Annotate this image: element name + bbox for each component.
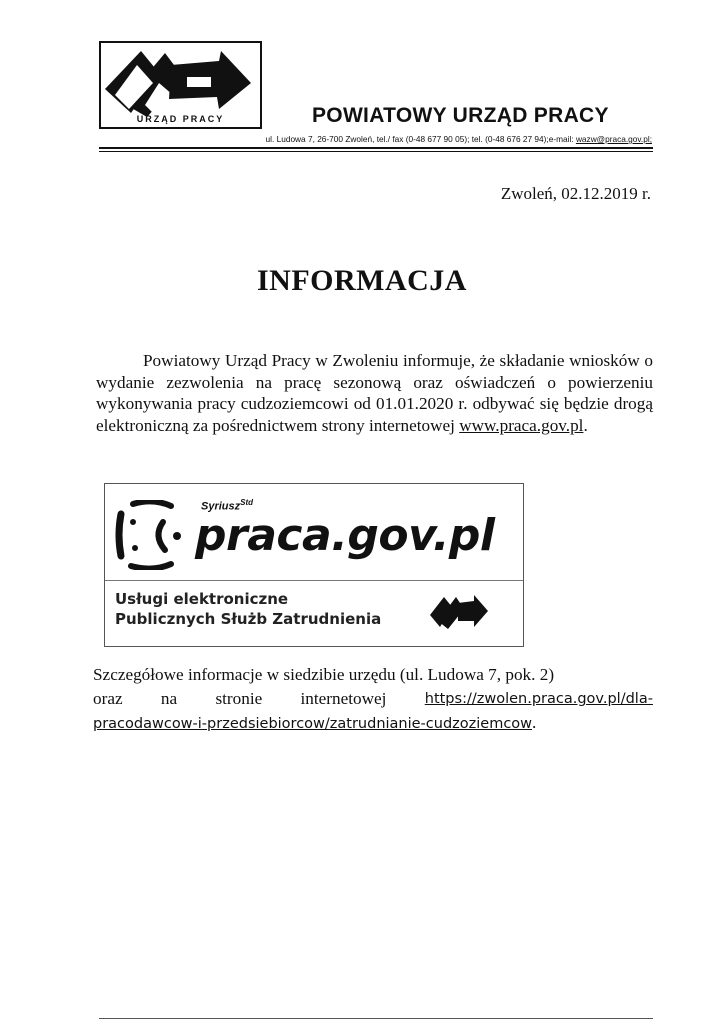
document-date: Zwoleń, 02.12.2019 r. [500, 184, 651, 203]
header-rule-thin [99, 151, 653, 152]
info-word: oraz [93, 689, 123, 708]
body-text-end: . [583, 415, 588, 435]
body-paragraph [96, 350, 653, 436]
service-line-2: Publicznych Służb Zatrudnienia [115, 610, 382, 628]
praca-banner[interactable] [104, 483, 524, 647]
info-word: na [160, 689, 178, 708]
info-line-3 [93, 711, 653, 736]
org-name: POWIATOWY URZĄD PRACY [312, 104, 609, 127]
info-paragraph [93, 663, 653, 736]
info-end: . [532, 713, 537, 732]
info-line-1: Szczegółowe informacje w siedzibie urzędu (ul. Ludowa 7, pok. 2) [93, 665, 555, 684]
info-word: stronie [215, 689, 263, 708]
header-rule [99, 147, 653, 149]
banner-domain: praca.gov.pl [195, 510, 495, 561]
zwolen-url-link[interactable]: https://zwolen.praca.gov.pl/dla- [424, 691, 653, 707]
syriusz-text: Syriusz [201, 500, 241, 513]
email-link[interactable]: wazw@praca.gov.pl; [575, 134, 652, 144]
syriusz-sup: Std [240, 498, 254, 507]
zwolen-url-link-cont[interactable]: pracodawcow-i-przedsiebiorcow/zatrudnianie-cudzoziemcow [93, 716, 533, 732]
banner-divider [105, 580, 523, 581]
info-word: internetowej [300, 689, 387, 708]
org-address [190, 134, 652, 144]
office-logo [99, 41, 262, 129]
document-title: INFORMACJA [257, 264, 467, 297]
body-text: Powiatowy Urząd Pracy w Zwoleniu informuje, że składanie wniosków o wydanie zezwolenia na pracę sezonową oraz oświadczeń o powierzeniu wykonywania pracy cudzoziemcowi od 01.01.2020 r. odbywać się będzie drogą elektroniczną za pośrednictwem strony internetowej [96, 351, 653, 435]
footer-line [99, 1018, 653, 1019]
logo-caption: URZĄD PRACY [136, 114, 225, 124]
office-mini-logo-icon [428, 593, 490, 631]
service-line-1: Usługi elektroniczne [115, 590, 289, 608]
address-text: ul. Ludowa 7, 26-700 Zwoleń, tel./ fax (0-48 677 90 05); tel. (0-48 676 27 94);e-mail: [265, 134, 576, 144]
praca-link[interactable]: www.praca.gov.pl [459, 415, 584, 435]
info-line-2 [93, 687, 653, 711]
syriusz-logo-icon [113, 500, 193, 570]
